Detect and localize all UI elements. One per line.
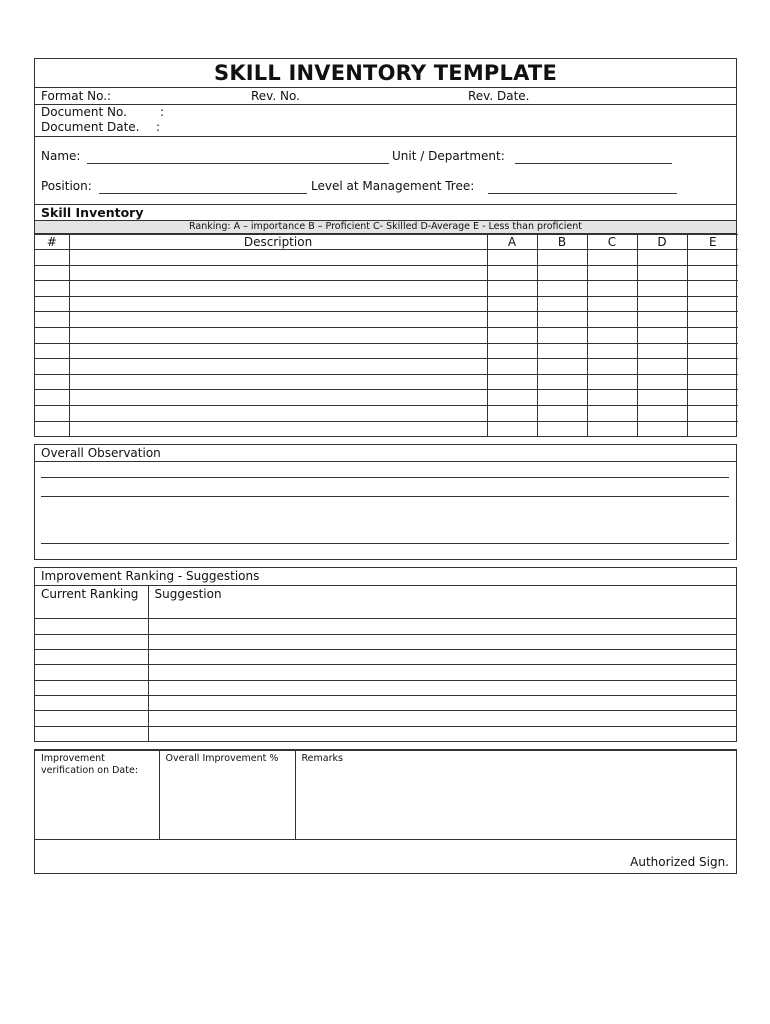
- remarks-label: Remarks: [301, 753, 343, 765]
- skill-table-cell[interactable]: [69, 405, 487, 421]
- skill-table-cell[interactable]: [637, 281, 687, 297]
- improvement-table-cell[interactable]: [35, 619, 148, 634]
- skill-table-cell[interactable]: [487, 327, 537, 343]
- col-a: A: [487, 235, 537, 250]
- name-row: [35, 141, 736, 171]
- skill-table-cell[interactable]: [537, 343, 587, 359]
- improvement-table-row: [35, 726, 736, 741]
- skill-table-cell[interactable]: [637, 390, 687, 406]
- skill-table-cell[interactable]: [35, 250, 69, 266]
- skill-table-cell[interactable]: [487, 374, 537, 390]
- skill-table-row: [35, 374, 738, 390]
- skill-table-cell[interactable]: [637, 296, 687, 312]
- improvement-table-cell[interactable]: [148, 649, 736, 664]
- improvement-table-cell[interactable]: [35, 726, 148, 741]
- skill-table-cell[interactable]: [637, 343, 687, 359]
- skill-table-cell[interactable]: [587, 265, 637, 281]
- name-label: Name:: [41, 149, 81, 163]
- skill-table-cell[interactable]: [69, 374, 487, 390]
- skill-table-row: [35, 359, 738, 375]
- col-current-ranking: Current Ranking: [35, 586, 148, 619]
- skill-table: [35, 234, 738, 436]
- col-b: B: [537, 235, 587, 250]
- improvement-table-cell[interactable]: [35, 634, 148, 649]
- col-d: D: [637, 235, 687, 250]
- skill-table-cell[interactable]: [35, 265, 69, 281]
- skill-table-cell[interactable]: [35, 374, 69, 390]
- meta-row: [35, 88, 736, 105]
- improvement-table-wrap: [35, 585, 736, 741]
- observation-line-3: [41, 543, 729, 544]
- skill-table-cell[interactable]: [487, 250, 537, 266]
- improvement-table-cell[interactable]: [148, 619, 736, 634]
- verification-row: [35, 751, 736, 840]
- improvement-table-row: [35, 619, 736, 634]
- skill-table-cell[interactable]: [587, 343, 637, 359]
- col-suggestion: Suggestion: [148, 586, 736, 619]
- skill-table-cell[interactable]: [687, 343, 738, 359]
- improvement-table-header: [35, 586, 736, 619]
- skill-table-cell[interactable]: [35, 421, 69, 436]
- skill-table-cell[interactable]: [35, 359, 69, 375]
- skill-table-cell[interactable]: [637, 359, 687, 375]
- improvement-table-row: [35, 711, 736, 726]
- observation-line-2: [41, 496, 729, 497]
- skill-table-cell[interactable]: [687, 327, 738, 343]
- improvement-table-cell[interactable]: [35, 665, 148, 680]
- skill-table-cell[interactable]: [35, 405, 69, 421]
- improvement-box: [34, 567, 737, 742]
- skill-table-row: [35, 250, 738, 266]
- skill-table-cell[interactable]: [587, 296, 637, 312]
- improvement-table-cell[interactable]: [35, 696, 148, 711]
- skill-table-cell[interactable]: [587, 327, 637, 343]
- document-no-row: [35, 105, 736, 120]
- skill-table-cell[interactable]: [587, 281, 637, 297]
- skill-table-row: [35, 312, 738, 328]
- skill-table-cell[interactable]: [69, 281, 487, 297]
- skill-table-cell[interactable]: [69, 296, 487, 312]
- skill-table-cell[interactable]: [587, 421, 637, 436]
- skill-table-cell[interactable]: [587, 405, 637, 421]
- ranking-legend: Ranking: A – importance B – Proficient C- Skilled D-Average E - Less than proficient: [35, 220, 736, 234]
- form-page: [34, 58, 737, 874]
- skill-table-cell[interactable]: [687, 281, 738, 297]
- document-date-colon: :: [156, 120, 161, 134]
- skill-table-cell[interactable]: [69, 421, 487, 436]
- rev-date-label: Rev. Date.: [468, 89, 530, 103]
- skill-table-cell[interactable]: [587, 390, 637, 406]
- skill-table-cell[interactable]: [687, 296, 738, 312]
- skill-table-cell[interactable]: [687, 265, 738, 281]
- skill-table-cell[interactable]: [587, 374, 637, 390]
- skill-table-cell[interactable]: [587, 250, 637, 266]
- skill-table-cell[interactable]: [487, 296, 537, 312]
- skill-table-cell[interactable]: [487, 390, 537, 406]
- skill-table-cell[interactable]: [537, 405, 587, 421]
- improvement-table-row: [35, 649, 736, 664]
- skill-table-cell[interactable]: [537, 374, 587, 390]
- skill-table-cell[interactable]: [35, 343, 69, 359]
- skill-table-cell[interactable]: [687, 374, 738, 390]
- improvement-table-cell[interactable]: [148, 696, 736, 711]
- skill-table-cell[interactable]: [69, 250, 487, 266]
- improvement-table: [35, 585, 736, 741]
- improvement-verification-label: Improvement verification on Date:: [41, 753, 139, 777]
- skill-table-cell[interactable]: [537, 250, 587, 266]
- skill-table-cell[interactable]: [35, 296, 69, 312]
- skill-table-row: [35, 281, 738, 297]
- col-c: C: [587, 235, 637, 250]
- skill-table-row: [35, 390, 738, 406]
- skill-table-cell[interactable]: [637, 250, 687, 266]
- skill-table-cell[interactable]: [587, 312, 637, 328]
- skill-table-cell[interactable]: [35, 312, 69, 328]
- format-no-label: Format No.:: [41, 89, 112, 103]
- improvement-table-cell[interactable]: [148, 665, 736, 680]
- skill-table-cell[interactable]: [69, 265, 487, 281]
- overall-improvement-cell[interactable]: [159, 751, 295, 840]
- skill-table-cell[interactable]: [35, 390, 69, 406]
- position-row: [35, 171, 736, 204]
- skill-table-cell[interactable]: [587, 359, 637, 375]
- skill-table-cell[interactable]: [687, 421, 738, 436]
- improvement-table-row: [35, 696, 736, 711]
- skill-table-cell[interactable]: [487, 265, 537, 281]
- skill-table-cell[interactable]: [69, 343, 487, 359]
- position-label: Position:: [41, 179, 92, 193]
- skill-inventory-heading: Skill Inventory: [35, 204, 736, 220]
- skill-table-cell[interactable]: [537, 390, 587, 406]
- improvement-table-cell[interactable]: [148, 726, 736, 741]
- unit-department-input-line[interactable]: [515, 163, 672, 164]
- verification-table: [35, 750, 736, 839]
- skill-table-row: [35, 343, 738, 359]
- skill-table-cell[interactable]: [637, 405, 687, 421]
- verification-table-wrap: [35, 750, 736, 839]
- skill-table-cell[interactable]: [537, 421, 587, 436]
- skill-table-cell[interactable]: [637, 265, 687, 281]
- document-no-label: Document No.: [41, 105, 127, 119]
- observation-line-1: [41, 477, 729, 478]
- skill-table-wrap: [35, 234, 736, 436]
- skill-table-cell[interactable]: [537, 327, 587, 343]
- skill-table-cell[interactable]: [487, 405, 537, 421]
- skill-table-cell[interactable]: [69, 359, 487, 375]
- rev-no-label: Rev. No.: [251, 89, 300, 103]
- name-input-line[interactable]: [87, 163, 389, 164]
- improvement-table-row: [35, 634, 736, 649]
- col-description: Description: [69, 235, 487, 250]
- observation-box: [34, 444, 737, 560]
- overall-improvement-label: Overall Improvement %: [165, 753, 279, 765]
- skill-table-cell[interactable]: [487, 421, 537, 436]
- skill-table-cell[interactable]: [637, 421, 687, 436]
- skill-table-cell[interactable]: [487, 343, 537, 359]
- document-no-colon: :: [160, 105, 165, 119]
- improvement-table-cell[interactable]: [35, 680, 148, 695]
- skill-table-cell[interactable]: [487, 312, 537, 328]
- improvement-table-cell[interactable]: [148, 634, 736, 649]
- skill-table-cell[interactable]: [487, 281, 537, 297]
- observation-heading: Overall Observation: [35, 445, 736, 462]
- improvement-table-row: [35, 680, 736, 695]
- skill-table-cell[interactable]: [69, 327, 487, 343]
- improvement-table-cell[interactable]: [148, 711, 736, 726]
- col-number: #: [35, 235, 69, 250]
- level-label: Level at Management Tree:: [311, 179, 475, 193]
- authorized-sign-label: Authorized Sign.: [630, 855, 729, 870]
- form-header-box: [34, 58, 737, 437]
- skill-table-cell[interactable]: [637, 374, 687, 390]
- skill-table-row: [35, 265, 738, 281]
- skill-table-cell[interactable]: [687, 359, 738, 375]
- skill-table-cell[interactable]: [537, 359, 587, 375]
- document-date-row: [35, 120, 736, 135]
- skill-table-cell[interactable]: [687, 312, 738, 328]
- skill-table-cell[interactable]: [687, 390, 738, 406]
- improvement-verification-date-cell[interactable]: [35, 751, 159, 840]
- skill-table-cell[interactable]: [537, 265, 587, 281]
- col-e: E: [687, 235, 738, 250]
- skill-table-cell[interactable]: [537, 281, 587, 297]
- skill-table-cell[interactable]: [537, 296, 587, 312]
- skill-table-row: [35, 296, 738, 312]
- skill-table-cell[interactable]: [35, 281, 69, 297]
- observation-body[interactable]: [35, 462, 736, 559]
- skill-table-header: [35, 235, 738, 250]
- skill-table-row: [35, 405, 738, 421]
- improvement-table-row: [35, 665, 736, 680]
- document-info: [35, 105, 736, 137]
- skill-table-cell[interactable]: [537, 312, 587, 328]
- skill-table-cell[interactable]: [687, 250, 738, 266]
- level-input-line[interactable]: [488, 193, 677, 194]
- skill-table-cell[interactable]: [35, 327, 69, 343]
- position-input-line[interactable]: [99, 193, 307, 194]
- skill-table-row: [35, 327, 738, 343]
- skill-table-cell[interactable]: [687, 405, 738, 421]
- authorized-sign-row[interactable]: [35, 839, 736, 873]
- improvement-table-cell[interactable]: [35, 649, 148, 664]
- skill-table-cell[interactable]: [637, 312, 687, 328]
- improvement-heading: Improvement Ranking - Suggestions: [41, 569, 260, 584]
- skill-table-cell[interactable]: [487, 359, 537, 375]
- skill-table-cell[interactable]: [69, 312, 487, 328]
- improvement-table-cell[interactable]: [35, 711, 148, 726]
- unit-department-label: Unit / Department:: [392, 149, 505, 163]
- skill-table-row: [35, 421, 738, 436]
- skill-table-cell[interactable]: [637, 327, 687, 343]
- form-title: SKILL INVENTORY TEMPLATE: [35, 59, 736, 88]
- improvement-table-cell[interactable]: [148, 680, 736, 695]
- verification-box: [34, 749, 737, 874]
- skill-table-cell[interactable]: [69, 390, 487, 406]
- document-date-label: Document Date.: [41, 120, 140, 134]
- remarks-cell[interactable]: [295, 751, 736, 840]
